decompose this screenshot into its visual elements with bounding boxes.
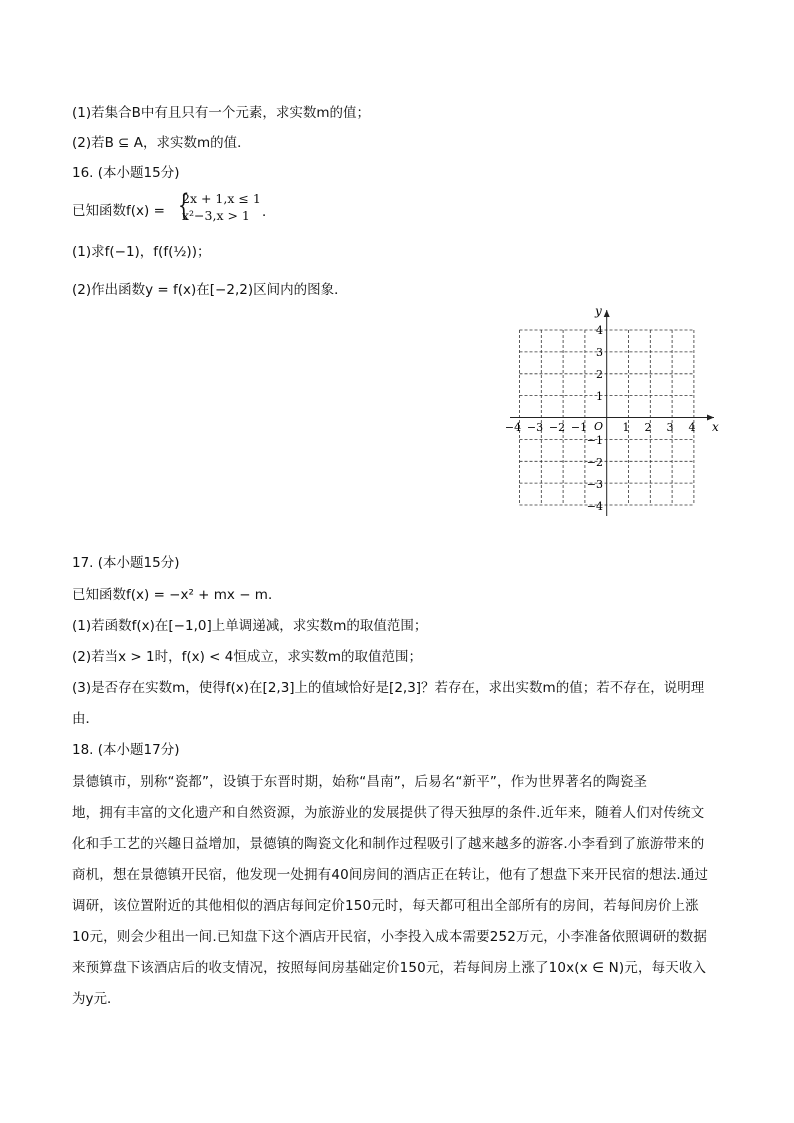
q18-paragraph-line: 10元，则会少租出一间.已知盘下这个酒店开民宿，小李投入成本需要252万元，小李准备依照调研的数据 [72,929,708,945]
q18-paragraph-line: 景德镇市，别称“瓷都”，设镇于东晋时期，始称“昌南”，后易名“新平”，作为世界著名的陶瓷圣 [72,774,648,790]
x-tick-label: 1 [622,421,630,434]
y-tick-label: −4 [586,500,603,513]
q16-part2: (2)作出函数y = f(x)在[−2,2)区间内的图象． [72,282,348,298]
y-tick-label: 2 [596,368,603,381]
x-axis-label: x [712,420,719,434]
x-tick-label: 4 [688,421,696,434]
x-tick-label: −3 [526,421,544,434]
q17-part1: (1)若函数f(x)在[−1,0]上单调递减，求实数m的取值范围； [72,618,428,634]
y-tick-label: −1 [586,434,603,447]
q17-title: 17. (本小题15分) [72,555,180,571]
brace-symbol: { [178,188,190,223]
x-tick-label: −2 [548,421,566,434]
q15-part1: (1)若集合B中有且只有一个元素，求实数m的值； [72,105,371,121]
q15-part2: (2)若B ⊆ A，求实数m的值． [72,135,251,151]
coordinate-grid-figure [500,304,730,524]
q16-title: 16. (本小题15分) [72,165,180,181]
q16-stem: 已知函数f(x) = [72,203,165,219]
x-tick-label: 2 [644,421,652,434]
q17-part2: (2)若当x > 1时，f(x) < 4恒成立，求实数m的取值范围； [72,649,423,665]
q18-paragraph-line: 为y元． [72,991,121,1007]
q17-stem: 已知函数f(x) = −x² + mx − m． [72,587,282,603]
y-tick-label: 3 [596,346,603,359]
q18-paragraph-line: 化和手工艺的兴趣日益增加，景德镇的陶瓷文化和制作过程吸引了越来越多的游客.小李看到了旅游带来的 [72,836,705,852]
q18-paragraph-line: 地，拥有丰富的文化遗产和自然资源，为旅游业的发展提供了得天独厚的条件.近年来，随着人们对传统文 [72,805,705,821]
x-tick-label: 3 [666,421,674,434]
q17-part3: (3)是否存在实数m，使得f(x)在[2,3]上的值域恰好是[2,3]？若存在，求出实数m的值；若不存在，说明理 [72,680,705,696]
q16-part1: (1)求f(−1)，f(f(½))； [72,244,211,260]
x-tick-label: −1 [570,421,588,434]
y-tick-label: −3 [586,478,603,491]
x-tick-label: −4 [504,421,522,434]
origin-label: O [594,420,604,433]
q18-paragraph-line: 来预算盘下该酒店后的收支情况，按照每间房基础定价150元，若每间房上涨了10x(x ∈ N)元，每天收入 [72,960,707,976]
q18-title: 18. (本小题17分) [72,742,180,758]
piecewise-end-mark: ． [262,204,276,220]
y-tick-label: 1 [596,390,603,403]
y-tick-label: −2 [586,456,603,469]
y-tick-label: 4 [596,324,603,337]
q17-part3-continued: 由． [72,711,99,727]
q18-paragraph-line: 商机，想在景德镇开民宿，他发现一处拥有40间房间的酒店正在转让，他有了想盘下来开民宿的想法.通过 [72,867,709,883]
q18-paragraph-line: 调研，该位置附近的其他相似的酒店每间定价150元时，每天都可租出全部所有的房间，若每间房价上涨 [72,898,699,914]
y-axis-label: y [595,304,602,318]
piecewise-case-2: x²−3,x > 1 [182,208,250,223]
piecewise-case-1: 2x + 1,x ≤ 1 [182,191,261,206]
